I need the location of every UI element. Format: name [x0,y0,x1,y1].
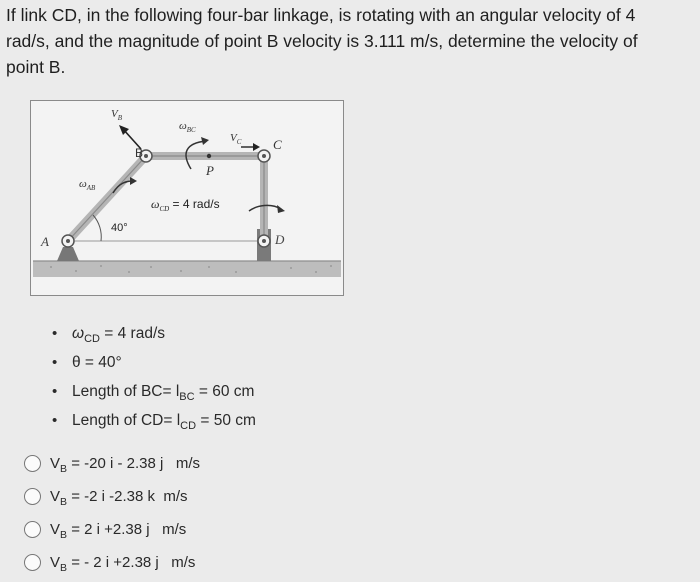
radio-button[interactable] [24,488,41,505]
label-c: C [273,137,282,152]
support-a [57,247,79,261]
label-vc: $V_C$ [230,132,242,146]
given-item: • Length of $BC= l_{BC} = 60$ cm [52,383,255,403]
label-wbc: $\omega_{BC}$ [179,120,196,134]
question-line-2: rad/s, and the magnitude of point B velocity is 3.111 m/s, determine the velocity of [6,31,638,51]
given-item: • θ = 40° [52,354,122,371]
four-bar-linkage-figure [30,100,344,296]
question-line-3: point B. [6,57,66,77]
answer-option-1[interactable] [24,447,200,480]
radio-button[interactable] [24,521,41,538]
label-angle: 40° [111,222,128,234]
answer-options [24,447,200,579]
option-label: $V_B = 2$ i +2.38 j m/s [50,521,187,541]
option-label: $V_B = -20$ i - 2.38 j m/s [50,455,200,475]
radio-button[interactable] [24,554,41,571]
radio-button[interactable] [24,455,41,472]
given-item: • Length of $CD= l_{CD} = 50$ cm [52,412,256,432]
ground-hatch [33,261,341,277]
answer-option-4[interactable] [24,546,200,579]
label-a: A [41,234,49,249]
question-text [6,2,692,80]
label-b: B [135,146,144,160]
answer-option-2[interactable] [24,480,200,513]
option-label: $V_B$ = - 2 i +2.38 j m/s [50,554,196,574]
label-vb: $V_B$ [111,108,123,122]
label-wcd: $\omega_{CD} = 4$ rad/s [151,197,220,213]
given-item: • $\omega_{CD} = 4$ rad/s [52,325,166,345]
label-p: P [206,163,214,178]
question-line-1: If link CD, in the following four-bar linkage, is rotating with an angular velocity of 4 [6,5,636,25]
answer-option-3[interactable] [24,513,200,546]
linkage-diagram [31,101,345,297]
angle-arc [93,215,101,241]
point-p [207,154,211,158]
label-wab: $\omega_{AB}$ [79,178,96,192]
given-values-list [52,319,256,435]
option-label: $V_B = -2$ i -2.38 k m/s [50,488,188,508]
label-d: D [275,232,285,247]
